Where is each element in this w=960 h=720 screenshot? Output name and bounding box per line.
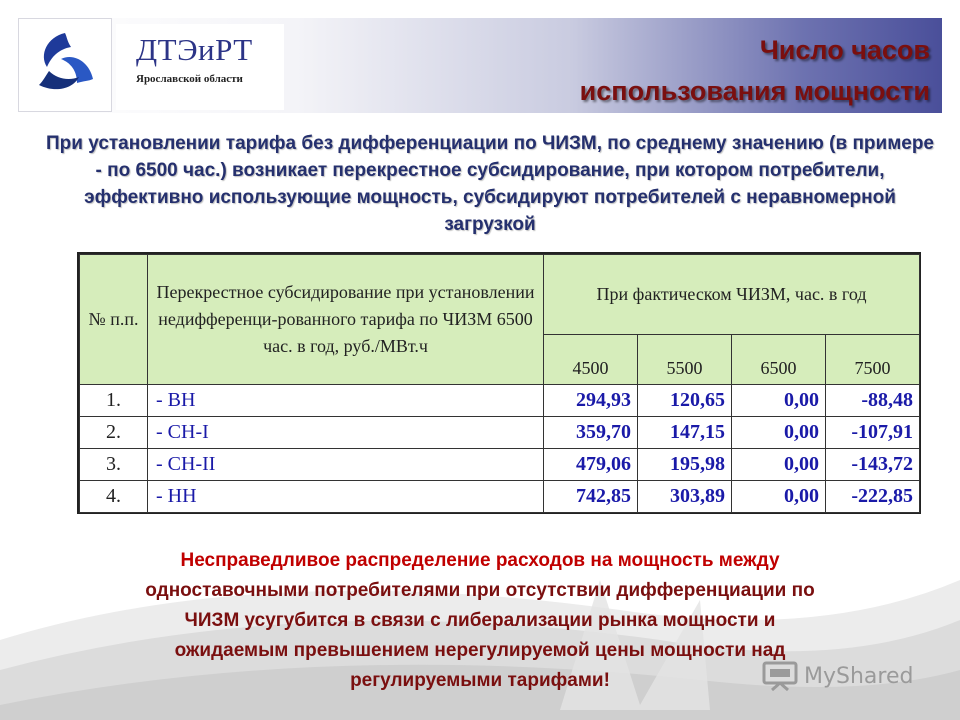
cell-value: 303,89 (638, 481, 732, 513)
column-header: 5500 (638, 335, 732, 385)
row-number: 3. (80, 449, 148, 481)
table-row (80, 481, 920, 513)
cell-value: 479,06 (544, 449, 638, 481)
slide-title-line2: использования мощности (579, 76, 930, 106)
header-number: № п.п. (80, 255, 148, 385)
conclusion-line: регулируемыми тарифами! (350, 670, 610, 691)
row-number: 1. (80, 385, 148, 417)
slide-title (580, 30, 930, 112)
column-header: 4500 (544, 335, 638, 385)
conclusion-line: Несправедливое распределение расходов на мощность между (180, 550, 780, 571)
row-voltage-level: - СН-I (148, 417, 544, 449)
row-number: 2. (80, 417, 148, 449)
cell-value: -88,48 (826, 385, 920, 417)
cell-value: 0,00 (732, 417, 826, 449)
header-description: Перекрестное субсидирование при установлении недифференци-рованного тарифа по ЧИЗМ 6500 час. в год, руб./МВт.ч (148, 255, 544, 385)
intro-paragraph: При установлении тарифа без дифференциации по ЧИЗМ, по среднему значению (в примере - по 6500 час.) возникает перекрестное субсидирование, при котором потребители, эффективно использующие мощность, субсидируют потребителей с неравномерной загрузкой (46, 133, 934, 235)
logo (18, 18, 112, 112)
cell-value: 359,70 (544, 417, 638, 449)
cell-value: 742,85 (544, 481, 638, 513)
table-row (80, 417, 920, 449)
cell-value: 0,00 (732, 481, 826, 513)
cell-value: 0,00 (732, 449, 826, 481)
logo-icon (27, 27, 103, 103)
table-row (80, 385, 920, 417)
cell-value: -107,91 (826, 417, 920, 449)
header-actual-hours: При фактическом ЧИЗМ, час. в год (544, 255, 920, 335)
conclusion-line: одноставочными потребителями при отсутствии дифференциации по (145, 580, 815, 601)
table-row (80, 449, 920, 481)
org-region: Ярославской области (136, 73, 243, 85)
cell-value: 147,15 (638, 417, 732, 449)
conclusion-line: ожидаемым превышением нерегулируемой цены мощности над (174, 640, 786, 661)
cell-value: -143,72 (826, 449, 920, 481)
watermark-text: MyShared (804, 663, 914, 689)
column-header: 7500 (826, 335, 920, 385)
org-name: ДТЭиРТ (136, 32, 253, 67)
row-voltage-level: - НН (148, 481, 544, 513)
cell-value: 294,93 (544, 385, 638, 417)
projector-icon (762, 661, 798, 691)
column-header: 6500 (732, 335, 826, 385)
org-block (116, 24, 284, 110)
cell-value: 195,98 (638, 449, 732, 481)
conclusion-line: ЧИЗМ усугубится в связи с либерализации рынка мощности и (184, 610, 776, 631)
row-voltage-level: - СН-II (148, 449, 544, 481)
subsidy-table-wrap (77, 252, 921, 514)
subsidy-table (79, 254, 920, 513)
watermark (762, 658, 942, 694)
row-voltage-level: - ВН (148, 385, 544, 417)
cell-value: 0,00 (732, 385, 826, 417)
slide-title-line1: Число часов (759, 35, 930, 65)
row-number: 4. (80, 481, 148, 513)
cell-value: 120,65 (638, 385, 732, 417)
cell-value: -222,85 (826, 481, 920, 513)
